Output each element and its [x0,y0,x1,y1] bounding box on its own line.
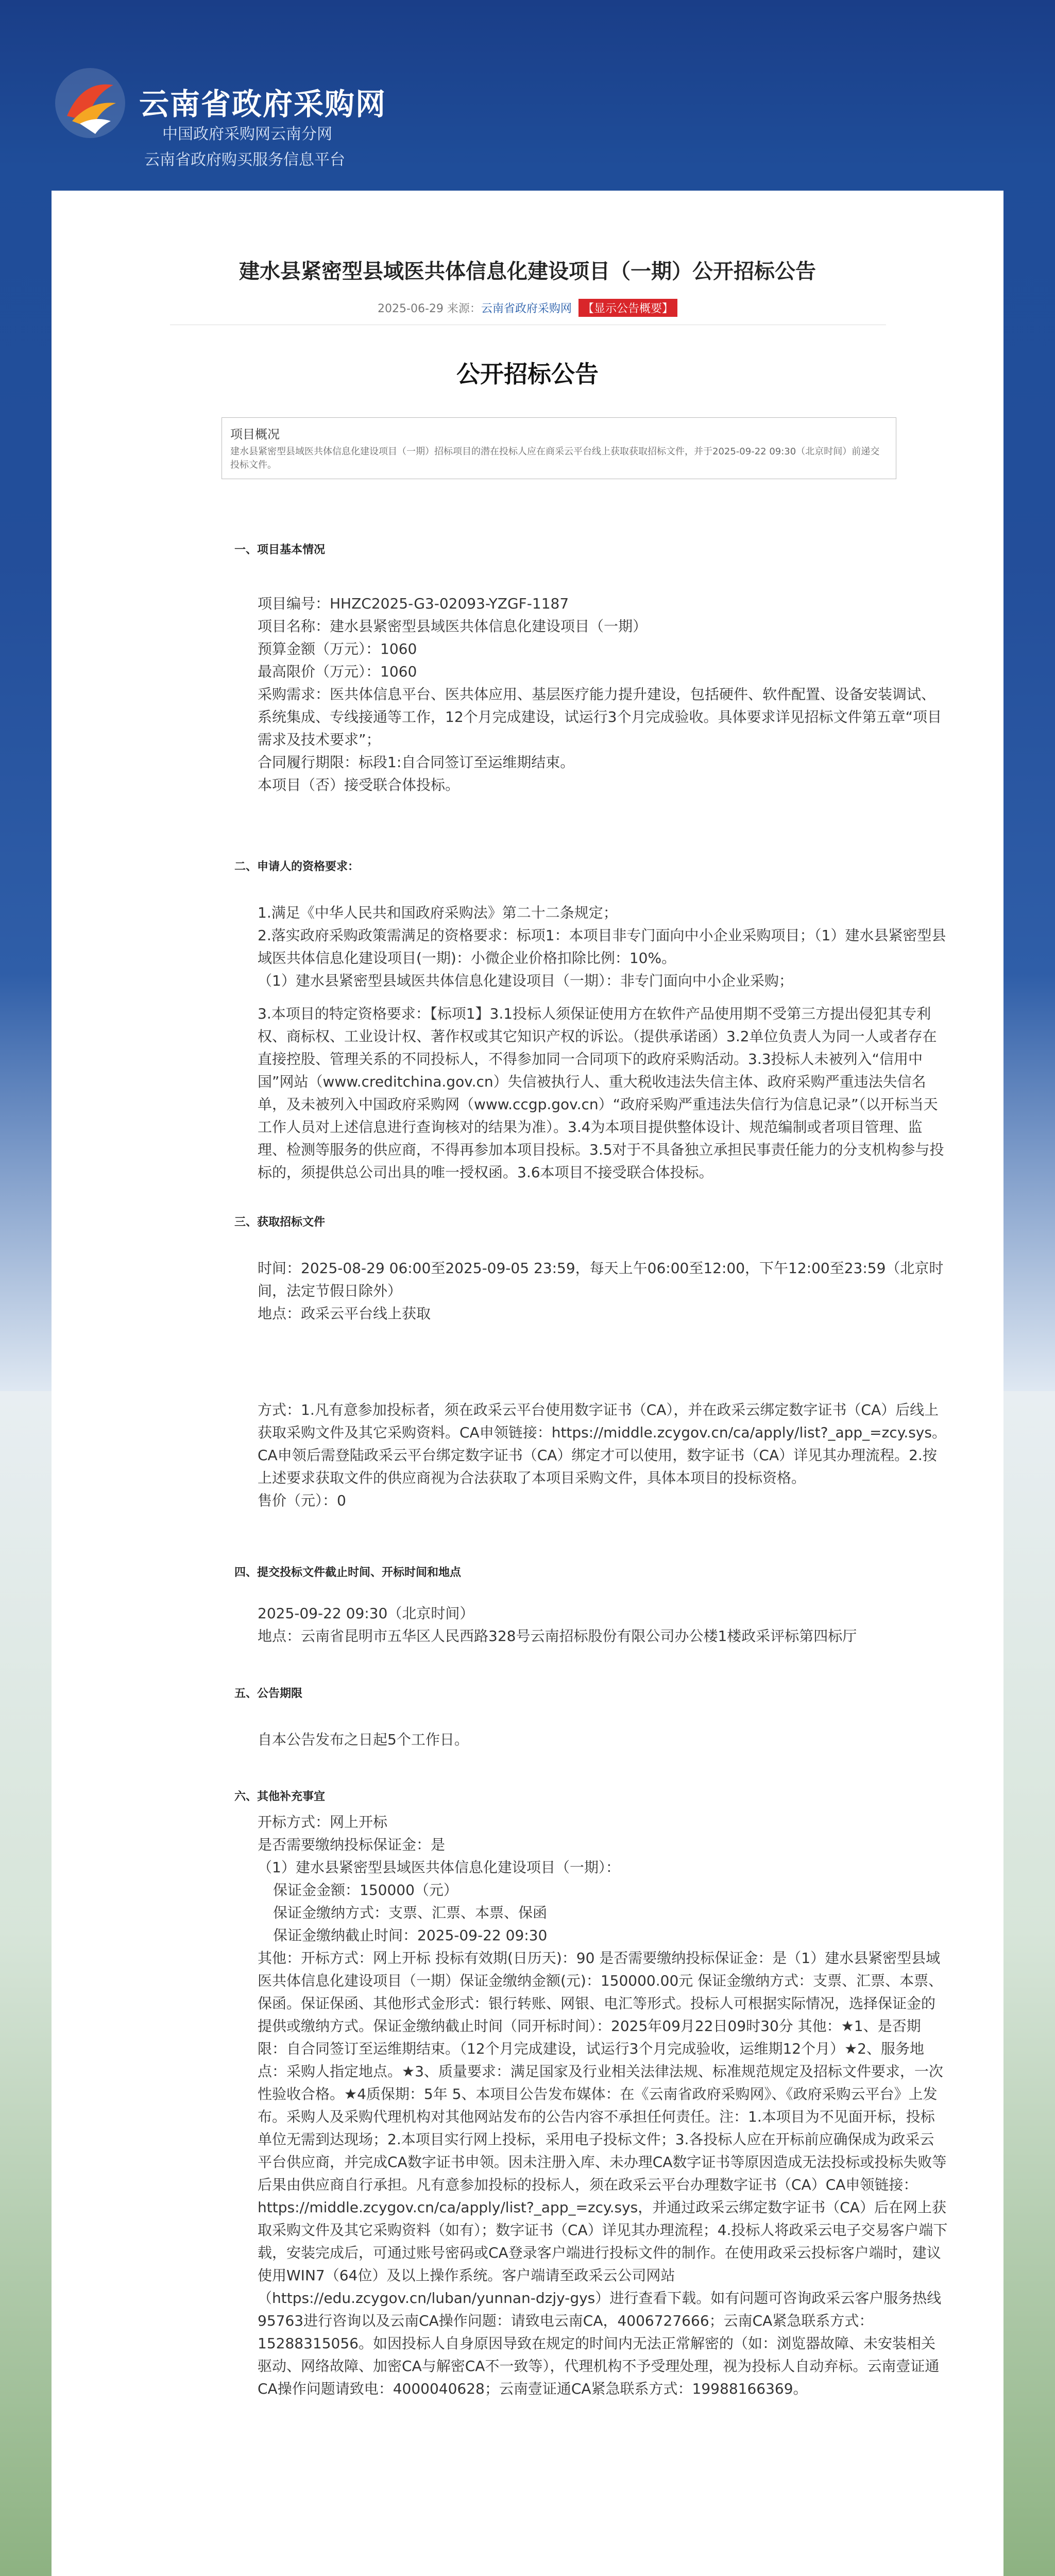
site-logo-icon[interactable] [52,64,129,142]
qualification-2: 2.落实政府采购政策需满足的资格要求：标项1：本项目非专门面向中小企业采购项目；（1）建水县紧密型县域医共体信息化建设项目(一期)：小微企业价格扣除比例：10%。 [258,927,946,967]
acquire-method: 方式：1.凡有意参加投标者，须在政采云平台使用数字证书（CA），并在政采云绑定数字证书（CA）后线上获取采购文件及其它采购资料。CA申领链接：https://middle.zcygov.cn/ca/apply/list?_app_=zcy.sys。CA申领后需登陆政采云平台绑定数字证书（CA）绑定才可以使用，数字证书（CA）详见其办理流程。2.按上述要求获取文件的供应商视为合法获取了本项目采购文件，具体本项目的投标资格。 [258,1401,946,1486]
section-4-body [258,1602,948,1648]
notice-period: 自本公告发布之日起5个工作日。 [258,1731,469,1748]
deposit-method: 保证金缴纳方式：支票、汇票、本票、保函 [273,1904,548,1921]
budget: 预算金额（万元）：1060 [258,640,417,657]
deposit-deadline: 保证金缴纳截止时间：2025-09-22 09:30 [273,1927,548,1944]
deadline-time: 2025-09-22 09:30（北京时间） [258,1605,474,1622]
deposit-project: （1）建水县紧密型县域医共体信息化建设项目（一期）： [258,1859,620,1876]
other-notes: 其他：开标方式：网上开标 投标有效期(日历天)：90 是否需要缴纳投标保证金：是（1）建水县紧密型县域医共体信息化建设项目（一期）保证金缴纳金额(元)：150000.00元 保证金缴纳方式：支票、汇票、本票、保函。保证保函、其他形式金形式：银行转账、网银、电汇等形式。投标人可根据实际情况，选择保证金的提供或缴纳方式。保证金缴纳截止时间（同开标时间）：2025年09月22日09时30分 其他：★1、是否期限：自合同签订至运维期结束。（12个月完成建设，试运行3个月完成验收，运维期12个月）★2、服务地点：采购人指定地点。★3、质量要求：满足国家及行业相关法律法规、标准规范规定及招标文件要求，一次性验收合格。★4质保期：5年 5、本项目公告发布媒体：在《云南省政府采购网》、《政府采购云平台》上发布。采购人及采购代理机构对其他网站发布的公告内容不承担任何责任。注：1.本项目为不见面开标，投标单位无需到达现场；2.本项目实行网上投标，采用电子投标文件；3.各投标人应在开标前应确保成为政采云平台供应商，并完成CA数字证书申领。因未注册入库、未办理CA数字证书等原因造成无法投标或投标失败等后果由供应商自行承担。凡有意参加投标的投标人，须在政采云平台办理数字证书（CA）CA申领链接：https://middle.zcygov.cn/ca/apply/list?_app_=zcy.sys，并通过政采云绑定数字证书（CA）后在网上获取采购文件及其它采购资料（如有）；数字证书（CA）详见其办理流程；4.投标人将政采云电子交易客户端下载，安装完成后，可通过账号密码或CA登录客户端进行投标文件的制作。在使用政采云投标客户端时，建议使用WIN7（64位）及以上操作系统。客户端请至政采云公司网站（https://edu.zcygov.cn/luban/yunnan-dzjy-gys）进行查看下载。如有问题可咨询政采云客户服务热线95763进行咨询以及云南CA操作问题：请致电云南CA，4006727666；云南CA紧急联系方式：15288315056。如因投标人自身原因导致在规定的时间内无法正常解密的（如：浏览器故障、未安装相关驱动、网络故障、加密CA与解密CA不一致等），代理机构不予受理处理，视为投标人自动弃标。云南壹证通CA操作问题请致电：4000040628；云南壹证通CA紧急联系方式：19988166369。 [258,1950,948,2397]
overview-title: 项目概况 [230,427,280,442]
opening-method: 开标方式：网上开标 [258,1814,388,1831]
section-3-heading: 三、获取招标文件 [234,1216,326,1229]
qualification-2b: （1）建水县紧密型县域医共体信息化建设项目（一期）：非专门面向中小企业采购； [258,972,793,989]
qualification-3: 3.本项目的特定资格要求：【标项1】3.1投标人须保证使用方在软件产品使用期不受第三方提出侵犯其专利权、商标权、工业设计权、著作权或其它知识产权的诉讼。（提供承诺函）3.2单位负责人为同一人或者存在直接控股、管理关系的不同投标人，不得参加同一合同项下的政府采购活动。3.3投标人未被列入“信用中国”网站（www.creditchina.gov.cn）失信被执行人、重大税收违法失信主体、政府采购严重违法失信名单，及未被列入中国政府采购网（www.ccgp.gov.cn）“政府采购严重违法失信行为信息记录”（以开标当天工作人员对上述信息进行查询核对的结果为准）。3.4为本项目提供整体设计、规范编制或者项目管理、监理、检测等服务的供应商，不得再参加本项目投标。3.5对于不具备独立承担民事责任能力的分支机构参与投标的，须提供总公司出具的唯一授权函。3.6本项目不接受联合体投标。 [258,1005,944,1181]
section-1-heading: 一、项目基本情况 [234,544,326,556]
publish-date: 2025-06-29 [378,302,444,315]
site-title[interactable]: 云南省政府采购网 [139,87,387,122]
show-summary-button[interactable]: 【显示公告概要】 [578,299,677,317]
article-meta [52,299,1003,317]
site-header [52,21,1003,191]
deposit-amount: 保证金金额：150000（元） [273,1882,458,1899]
acquire-time: 时间：2025-08-29 06:00至2025-09-05 23:59，每天上午06:00至12:00，下午12:00至23:59（北京时间，法定节假日除外） [258,1260,944,1299]
section-2-heading: 二、申请人的资格要求： [234,860,360,873]
section-4-heading: 四、提交投标文件截止时间、开标时间和地点 [234,1566,462,1579]
project-name: 项目名称：建水县紧密型县域医共体信息化建设项目（一期） [258,618,648,635]
contract-period: 合同履行期限：标段1:自合同签订至运维期结束。 [258,754,575,771]
acquire-place: 地点：政采云平台线上获取 [258,1305,431,1322]
qualification-1: 1.满足《中华人民共和国政府采购法》第二十二条规定； [258,904,618,921]
section-6-heading: 六、其他补充事宜 [234,1790,326,1803]
deposit-required: 是否需要缴纳投标保证金：是 [258,1836,446,1853]
section-6-body [258,1811,948,2400]
purchase-requirement: 采购需求：医共体信息平台、医共体应用、基层医疗能力提升建设，包括硬件、软件配置、设备安装调试、系统集成、专线接通等工作，12个月完成建设，试运行3个月完成验收。具体要求详见招标文件第五章“项目需求及技术要求”； [258,686,942,748]
section-5-body [258,1728,948,1751]
section-1-body [258,592,948,796]
section-5-heading: 五、公告期限 [234,1687,303,1700]
overview-body: 建水县紧密型县域医共体信息化建设项目（一期）招标项目的潜在投标人应在商采云平台线上获取获取招标文件，并于2025-09-22 09:30（北京时间）前递交投标文件。 [230,446,880,470]
site-subtitle-1: 中国政府采购网云南分网 [162,125,332,143]
consortium-note: 本项目（否）接受联合体投标。 [258,776,460,793]
source-link[interactable]: 云南省政府采购网 [481,302,572,315]
document-price: 售价（元）：0 [258,1492,346,1509]
site-subtitle-2: 云南省政府购买服务信息平台 [144,151,345,169]
project-number: 项目编号：HHZC2025-G3-02093-YZGF-1187 [258,595,569,612]
page-title: 建水县紧密型县域医共体信息化建设项目（一期）公开招标公告 [239,260,816,283]
section-3-body-a [258,1257,948,1325]
max-price: 最高限价（万元）：1060 [258,663,417,680]
document-title: 公开招标公告 [456,360,599,388]
article-panel [52,191,1003,2576]
source-label: 来源： [447,302,481,315]
project-overview-box [222,417,896,479]
section-3-body-b [258,1399,948,1512]
bid-opening-place: 地点：云南省昆明市五华区人民西路328号云南招标股份有限公司办公楼1楼政采评标第四标厅 [258,1628,857,1645]
section-2-body [258,902,948,1184]
